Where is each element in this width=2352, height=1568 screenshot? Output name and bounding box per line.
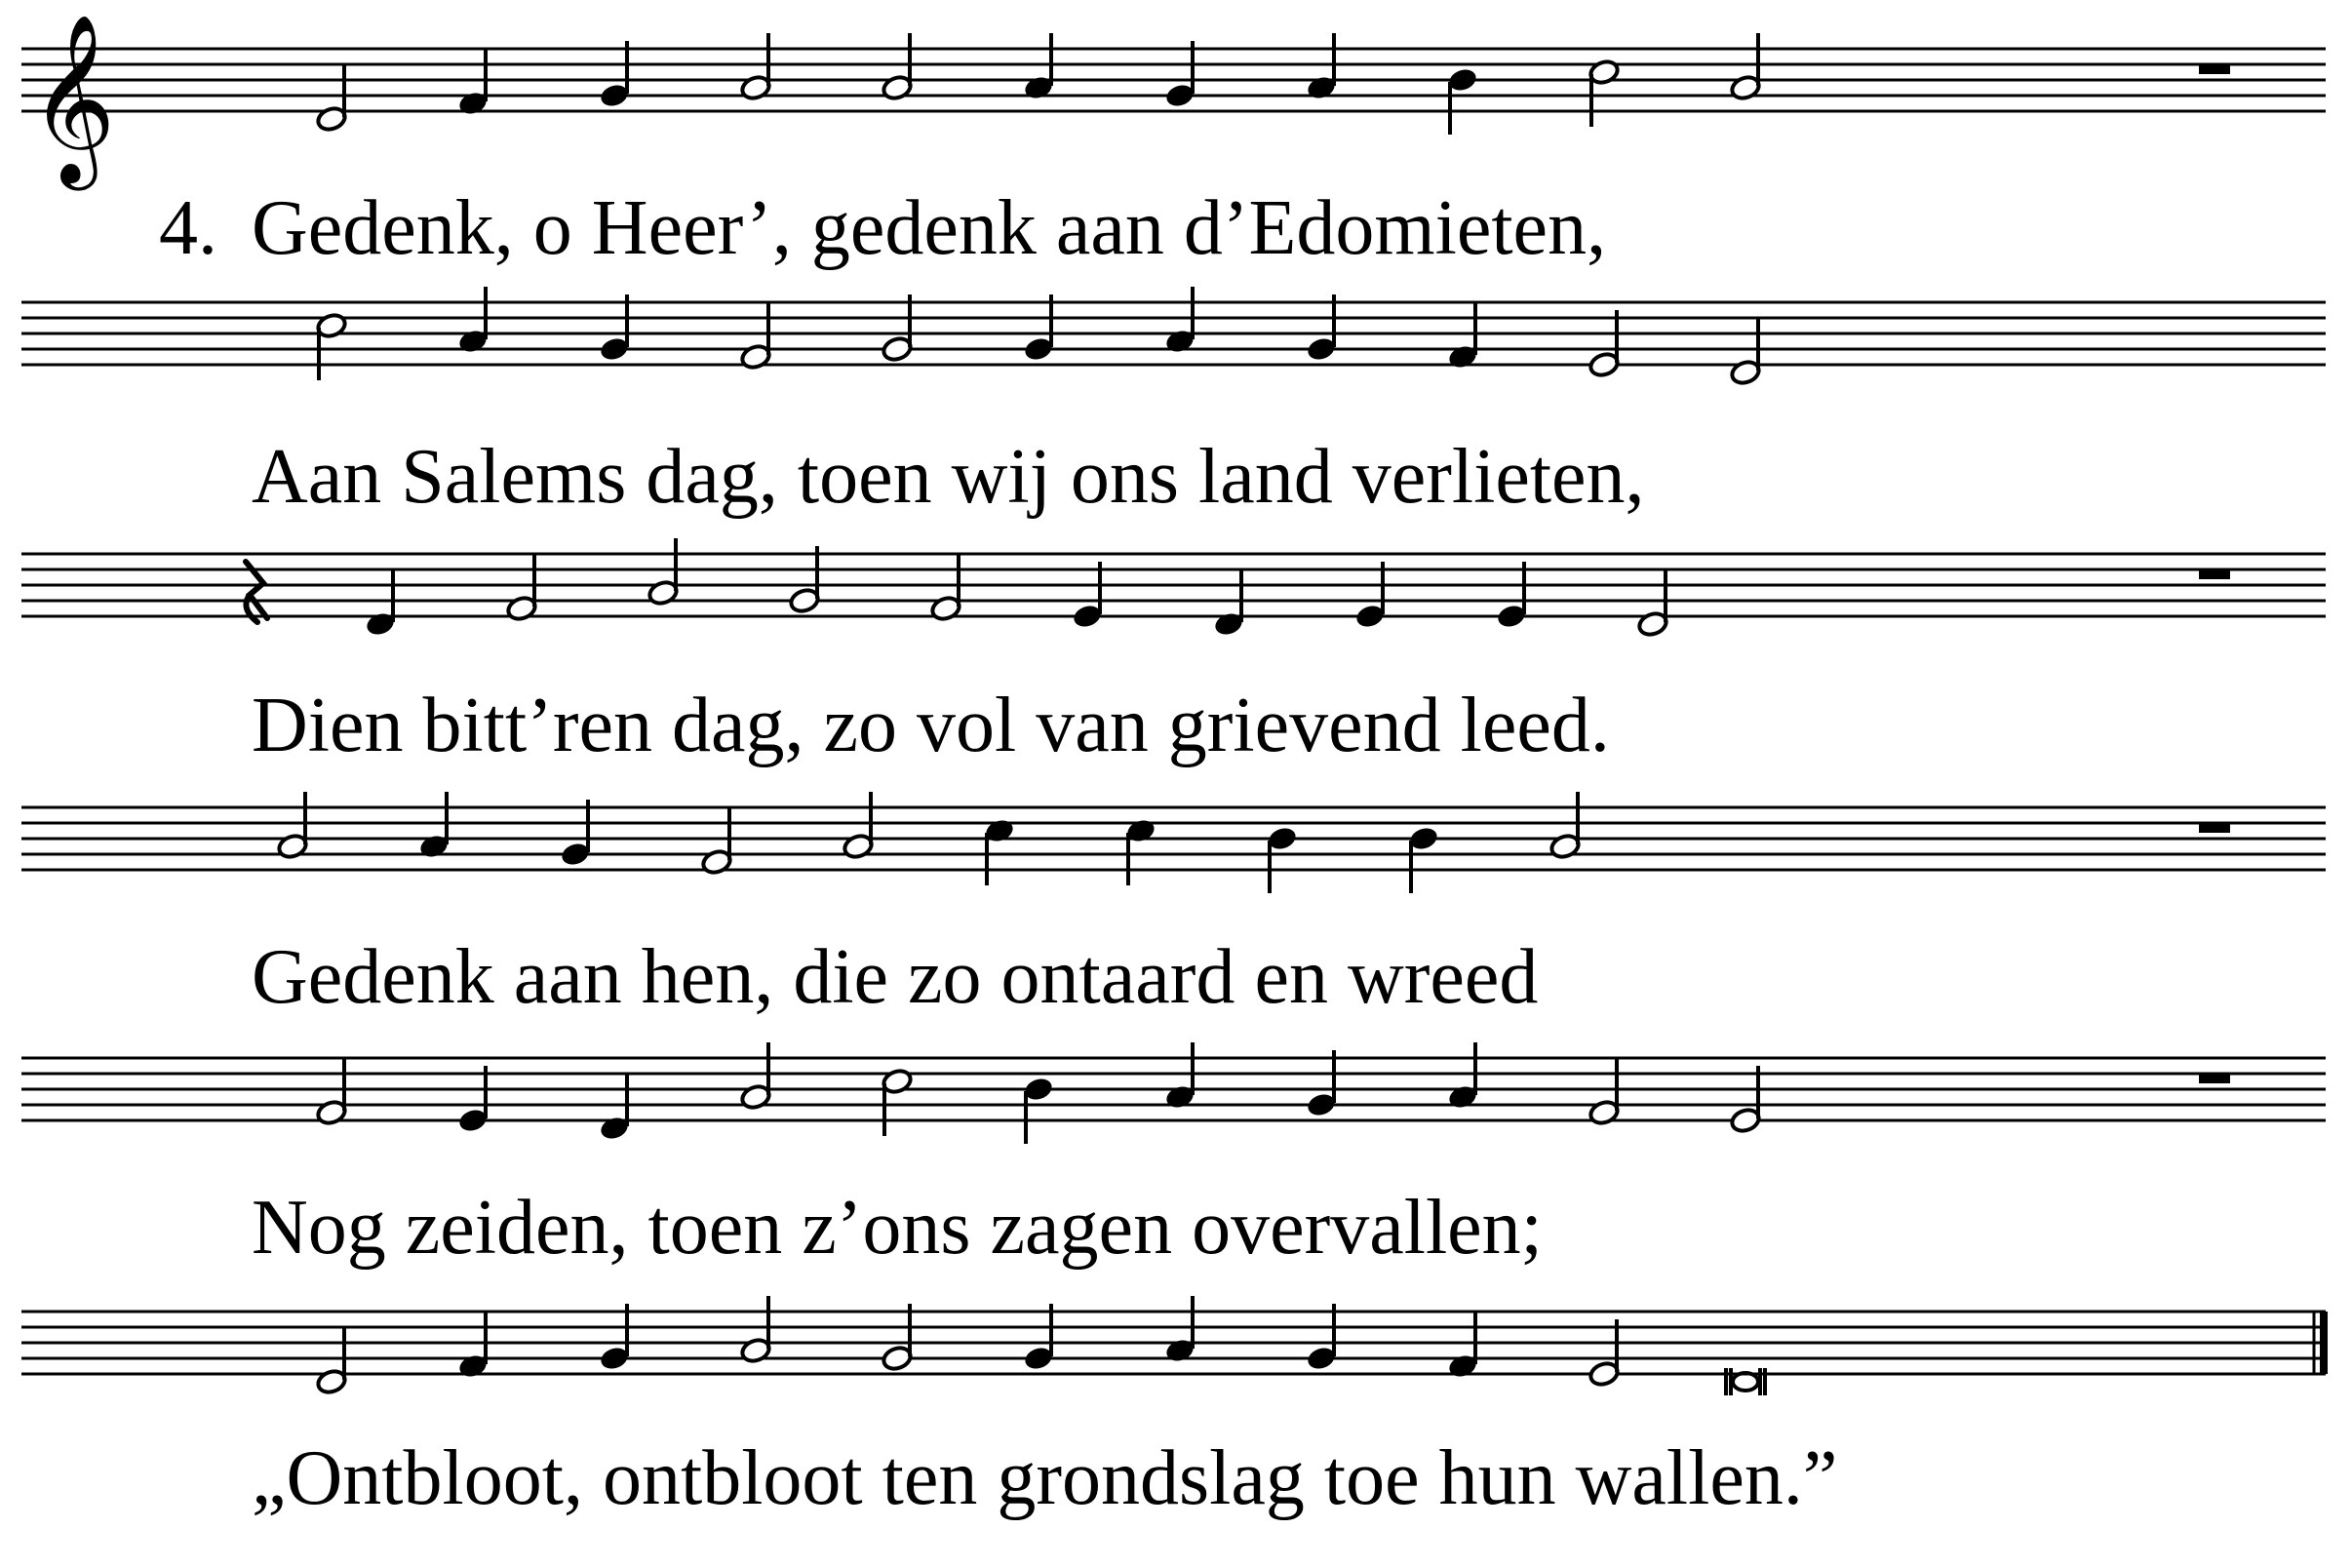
note [1305,294,1337,363]
note [598,1074,630,1142]
note [1163,1042,1196,1111]
note [598,1304,630,1372]
note [1353,562,1386,630]
lyric-line-3: Dien bitt’ren dag, zo vol van grievend leed. [252,683,1610,768]
staff-system [21,1042,2326,1144]
note [1022,1076,1054,1144]
note [1305,1304,1337,1372]
note [456,287,489,355]
note [739,302,771,371]
note [1163,1296,1196,1364]
verse-number: 4. [159,185,217,271]
treble-clef-icon: 𝄞 [29,14,116,183]
note [1212,569,1244,638]
note [739,1296,771,1364]
staff-system [21,538,2326,638]
note [1446,1042,1478,1111]
note [881,1304,913,1372]
lyric-line-5: Nog zeiden, toen z’ons zagen overvallen; [252,1185,1543,1271]
note [929,554,961,622]
note [1636,569,1668,638]
note [315,312,347,380]
note [598,294,630,363]
note [456,1066,489,1134]
half-rest-icon [2199,569,2230,579]
note [315,64,347,133]
note [1726,1368,1765,1395]
note [559,800,591,868]
note [456,49,489,117]
note [1163,287,1196,355]
note [1446,1312,1478,1380]
note [881,33,913,101]
note [456,1312,489,1380]
note [1588,59,1620,127]
note [842,792,874,860]
staff-system [21,792,2326,893]
note [1266,825,1298,893]
note [505,554,537,622]
note [1022,1304,1054,1372]
half-rest-icon [2199,64,2230,74]
note [315,1327,347,1395]
note [1446,302,1478,371]
note [1729,318,1761,386]
staff-system [21,287,2326,386]
note [1071,562,1103,630]
lyric-line-6: „Ontbloot, ontbloot ten grondslag toe hun wallen.” [252,1435,1838,1521]
note [1729,33,1761,101]
staff-system [21,14,2326,191]
note [1305,33,1337,101]
note [1588,1319,1620,1388]
lyric-line-1: Gedenk, o Heer’, gedenk aan d’Edomieten, [252,185,1607,271]
final-barline [2320,1312,2328,1374]
note [1163,41,1196,109]
note [315,1058,347,1126]
lyric-line-2: Aan Salems dag, toen wij ons land verlieten, [252,434,1645,520]
staff-system [21,1296,2328,1395]
note [1588,310,1620,378]
half-rest-icon [2199,823,2230,833]
note [1407,825,1439,893]
note [1446,66,1478,135]
lyric-line-4: Gedenk aan hen, die zo ontaard en wreed [252,934,1539,1020]
note [700,807,732,876]
note [983,817,1015,885]
half-rest-icon [2199,1074,2230,1083]
note [417,792,450,860]
note [647,538,679,607]
note [1548,792,1581,860]
note [788,546,820,614]
note [1495,562,1527,630]
note [1305,1050,1337,1118]
note [1022,33,1054,101]
note [598,41,630,109]
note [1022,294,1054,363]
note [881,294,913,363]
note [881,1068,913,1136]
note [739,33,771,101]
note [1588,1058,1620,1126]
note [1124,817,1156,885]
note [739,1042,771,1111]
note [364,569,396,638]
note [276,792,308,860]
note [1729,1066,1761,1134]
